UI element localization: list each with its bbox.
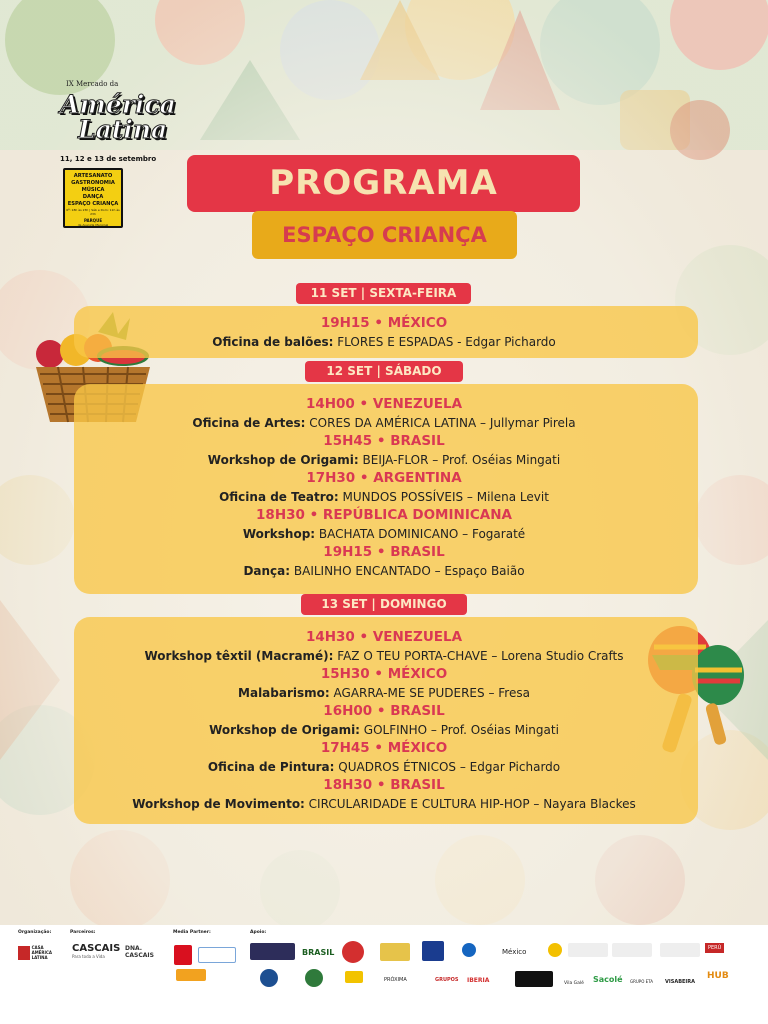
- event-time: 18H30 • REPÚBLICA DOMINICANA: [256, 507, 512, 523]
- sponsor-logo: [548, 943, 562, 957]
- logo-category: ESPAÇO CRIANÇA: [67, 201, 119, 207]
- event-type: Workshop têxtil (Macramé):: [144, 649, 334, 663]
- sponsor-peru: PERÚ: [705, 943, 724, 953]
- event-description: [0, 647, 768, 665]
- event-description: [0, 684, 768, 702]
- partner-logo-dna-cascais: DNA. CASCAIS: [125, 945, 154, 959]
- media-logo-sponsor: [176, 969, 206, 981]
- partner-name: CASCAIS: [72, 943, 121, 954]
- event-type: Oficina de Artes:: [192, 416, 306, 430]
- event-type: Oficina de Teatro:: [219, 490, 339, 504]
- logo-hours: 6ª: 18h às 23h | Sáb e Dom: 11h às 23h: [66, 208, 120, 216]
- event-logo: [30, 75, 176, 245]
- sponsor-logo: [250, 943, 295, 960]
- logo-place: PARQUE: [83, 218, 103, 223]
- sponsor-mexico: México: [502, 948, 527, 956]
- event-time: 18H30 • BRASIL: [323, 777, 445, 793]
- sponsor-visabeira: VISABEIRA: [665, 979, 696, 985]
- day-label: 13 SET | DOMINGO: [301, 594, 467, 615]
- sponsor-logo: [260, 969, 278, 987]
- partner-tagline: Para toda a Vida: [72, 954, 105, 959]
- event-description: [0, 758, 768, 776]
- event-description: [0, 333, 768, 351]
- sponsor-logo: [462, 943, 476, 957]
- logo-categories-badge: [63, 168, 123, 228]
- event-time: 19H15 • BRASIL: [323, 544, 445, 560]
- sponsor-logo: [612, 943, 652, 957]
- support-label: Apoio:: [250, 930, 267, 935]
- event-description: [0, 488, 768, 506]
- event-type: Workshop de Movimento:: [132, 797, 305, 811]
- event-type: Oficina de Pintura:: [207, 760, 335, 774]
- logo-title-line2: Latina: [78, 115, 168, 144]
- sponsor-brasil: BRASIL: [302, 948, 335, 957]
- sponsor-grupos: GRUPOS: [435, 977, 459, 983]
- event-description: [0, 562, 768, 580]
- sponsor-hub: HUB: [707, 971, 729, 981]
- event-time: 15H30 • MÉXICO: [320, 666, 448, 682]
- media-logo-publico: [174, 945, 192, 965]
- event-time: 19H15 • MÉXICO: [320, 315, 448, 331]
- logo-title-line1: América: [60, 90, 176, 119]
- event-description: [0, 414, 768, 432]
- event-description: [0, 721, 768, 739]
- day-label: 11 SET | SEXTA-FEIRA: [296, 283, 471, 304]
- org-name: CASA AMÉRICA LATINA: [31, 945, 53, 960]
- logo-edition: IX Mercado da: [66, 80, 119, 88]
- organization-label: Organização:: [18, 930, 52, 935]
- event-description: [0, 525, 768, 543]
- event-detail: CIRCULARIDADE E CULTURA HIP-HOP – Nayara Blackes: [304, 797, 636, 811]
- logo-category: ARTESANATO: [73, 173, 113, 179]
- event-detail: AGARRA-ME SE PUDERES – Fresa: [329, 686, 530, 700]
- event-type: Workshop de Origami:: [207, 453, 359, 467]
- event-detail: FLORES E ESPADAS - Edgar Pichardo: [333, 335, 556, 349]
- event-type: Malabarismo:: [238, 686, 330, 700]
- event-detail: BACHATA DOMINICANO – Fogaraté: [315, 527, 526, 541]
- sponsor-logo: [380, 943, 410, 961]
- sponsor-logo: [568, 943, 608, 957]
- event-detail: BEIJA-FLOR – Prof. Oséias Mingati: [358, 453, 561, 467]
- sponsor-logo: [345, 971, 363, 983]
- event-time: 16H00 • BRASIL: [323, 703, 445, 719]
- day-label: 12 SET | SÁBADO: [305, 361, 463, 382]
- event-detail: BAILINHO ENCANTADO – Espaço Baião: [290, 564, 525, 578]
- media-label: Media Partner:: [173, 930, 211, 935]
- logo-dates: 11, 12 e 13 de setembro: [60, 155, 157, 163]
- logo-place2: da Avenida Marginal: [77, 223, 109, 227]
- sponsor-logo: [342, 941, 364, 963]
- page-subtitle: ESPAÇO CRIANÇA: [252, 211, 517, 259]
- sponsor-logo: [422, 941, 444, 961]
- partner-logo-cascais: [72, 943, 120, 959]
- event-time: 17H30 • ARGENTINA: [306, 470, 462, 486]
- partners-label: Parceiros:: [70, 930, 96, 935]
- sponsor-footer: [0, 925, 768, 1024]
- sponsor-grupo-eta: GRUPO ETA: [630, 979, 654, 984]
- sponsor-iberia: IBERIA: [467, 977, 490, 984]
- event-detail: QUADROS ÉTNICOS – Edgar Pichardo: [334, 760, 561, 774]
- sponsor-proxima: PRÓXIMA: [384, 977, 407, 983]
- event-detail: GOLFINHO – Prof. Oséias Mingati: [359, 723, 559, 737]
- event-time: 15H45 • BRASIL: [323, 433, 445, 449]
- event-detail: CORES DA AMÉRICA LATINA – Jullymar Pirela: [305, 416, 576, 430]
- event-type: Workshop de Origami:: [209, 723, 360, 737]
- sponsor-logo: [515, 971, 553, 987]
- event-type: Oficina de balões:: [212, 335, 334, 349]
- sponsor-logo: [305, 969, 323, 987]
- event-type: Dança:: [243, 564, 291, 578]
- media-logo-record: [198, 947, 236, 963]
- logo-category: MÚSICA: [81, 187, 105, 193]
- event-description: [0, 451, 768, 469]
- event-detail: MUNDOS POSSÍVEIS – Milena Levit: [338, 490, 549, 504]
- logo-category: DANÇA: [82, 194, 104, 200]
- event-detail: FAZ O TEU PORTA-CHAVE – Lorena Studio Crafts: [333, 649, 624, 663]
- event-type: Workshop:: [242, 527, 316, 541]
- page-title: PROGRAMA: [187, 155, 580, 212]
- org-logo: [18, 945, 62, 960]
- sponsor-logo: [660, 943, 700, 957]
- sponsor-vila-gale: Vila Galé: [564, 981, 584, 986]
- event-time: 17H45 • MÉXICO: [320, 740, 448, 756]
- event-time: 14H30 • VENEZUELA: [305, 629, 463, 645]
- event-time: 14H00 • VENEZUELA: [305, 396, 463, 412]
- sponsor-sacole: Sacolé: [593, 975, 623, 984]
- event-description: [0, 795, 768, 813]
- logo-category: GASTRONOMIA: [71, 180, 115, 186]
